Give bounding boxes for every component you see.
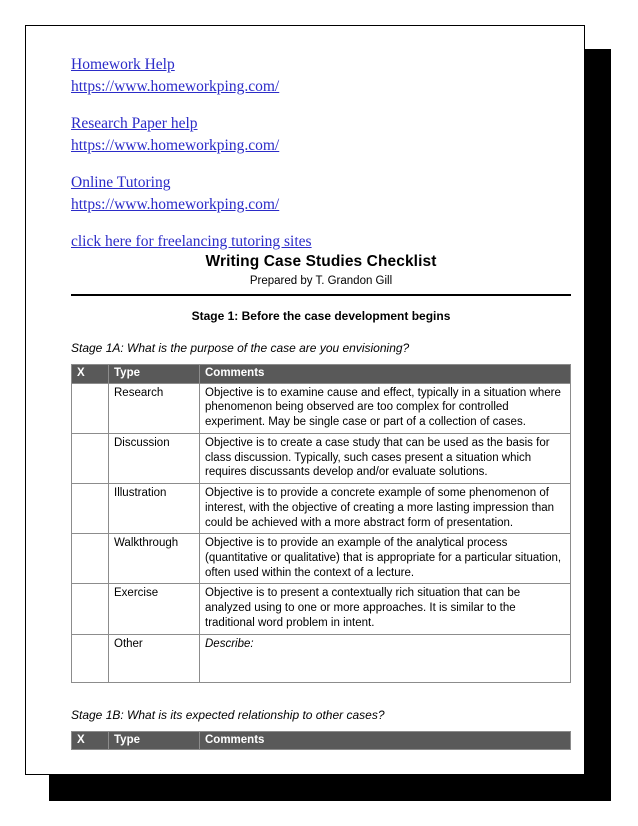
link-freelancing-tutoring-sites[interactable]: click here for freelancing tutoring sites	[71, 233, 312, 250]
checkbox-cell-exercise[interactable]	[72, 584, 109, 634]
stage1b-table-head	[72, 731, 571, 749]
checkbox-cell-illustration[interactable]	[72, 484, 109, 534]
comment-cell-illustration: Objective is to provide a concrete example of some phenomenon of interest, with the objective of creating a more lasting impression than could be achieved with a more abstract form of presentation.	[200, 484, 571, 534]
title-divider	[71, 294, 571, 296]
type-cell-illustration: Illustration	[109, 484, 200, 534]
link-group-homework	[71, 54, 571, 98]
comment-cell-walkthrough: Objective is to provide an example of the analytical process (quantitative or qualitative) that is appropriate for a particular situation, often used within the context of a lecture.	[200, 534, 571, 584]
link-online-tutoring-title[interactable]: Online Tutoring	[71, 174, 171, 191]
comment-cell-other-describe[interactable]: Describe:	[200, 634, 571, 682]
checkbox-cell-discussion[interactable]	[72, 433, 109, 483]
table-header-row	[72, 731, 571, 749]
table-row	[72, 634, 571, 682]
link-research-paper-url[interactable]: https://www.homeworkping.com/	[71, 137, 280, 154]
table-row	[72, 584, 571, 634]
type-cell-other: Other	[109, 634, 200, 682]
column-header-type: Type	[109, 365, 200, 383]
comment-cell-discussion: Objective is to create a case study that can be used as the basis for class discussion. Typically, such cases present a situation which requires discussants develop and/or evaluate solutions.	[200, 433, 571, 483]
type-cell-research: Research	[109, 383, 200, 433]
type-cell-exercise: Exercise	[109, 584, 200, 634]
link-group-online-tutoring	[71, 172, 571, 216]
stage1a-label: Stage 1A: What is the purpose of the case are you envisioning?	[71, 341, 410, 356]
column-header-comments: Comments	[200, 365, 571, 383]
checkbox-cell-walkthrough[interactable]	[72, 534, 109, 584]
link-homework-help-title[interactable]: Homework Help	[71, 56, 175, 73]
checkbox-cell-other[interactable]	[72, 634, 109, 682]
stage1a-table-body	[72, 383, 571, 682]
column-header-x: X	[72, 365, 109, 383]
column-header-comments: Comments	[200, 731, 571, 749]
stage1b-table	[71, 731, 571, 750]
page-content	[71, 54, 571, 750]
table-row	[72, 433, 571, 483]
link-homework-help-url[interactable]: https://www.homeworkping.com/	[71, 78, 280, 95]
stage1-heading: Stage 1: Before the case development begins	[191, 309, 451, 324]
comment-cell-research: Objective is to examine cause and effect, typically in a situation where phenomenon being observed are too complex for controlled experiment. May be single case or part of a collection of cases.	[200, 383, 571, 433]
table-row	[72, 383, 571, 433]
column-header-x: X	[72, 731, 109, 749]
link-research-paper-title[interactable]: Research Paper help	[71, 115, 198, 132]
link-group-research-paper	[71, 113, 571, 157]
column-header-type: Type	[109, 731, 200, 749]
table-row	[72, 534, 571, 584]
document-page	[25, 25, 585, 775]
checkbox-cell-research[interactable]	[72, 383, 109, 433]
document-title: Writing Case Studies Checklist	[205, 253, 437, 270]
link-online-tutoring-url[interactable]: https://www.homeworkping.com/	[71, 196, 280, 213]
type-cell-discussion: Discussion	[109, 433, 200, 483]
document-subtitle: Prepared by T. Grandon Gill	[249, 274, 393, 287]
comment-cell-exercise: Objective is to present a contextually rich situation that can be analyzed using to one or more approaches. It is similar to the traditional word problem in intent.	[200, 584, 571, 634]
stage1a-table	[71, 364, 571, 682]
table-row	[72, 484, 571, 534]
table-header-row	[72, 365, 571, 383]
promo-links	[71, 54, 571, 253]
link-group-freelance	[71, 231, 571, 253]
stage1b-label: Stage 1B: What is its expected relationship to other cases?	[71, 707, 385, 722]
type-cell-walkthrough: Walkthrough	[109, 534, 200, 584]
stage1a-table-head	[72, 365, 571, 383]
